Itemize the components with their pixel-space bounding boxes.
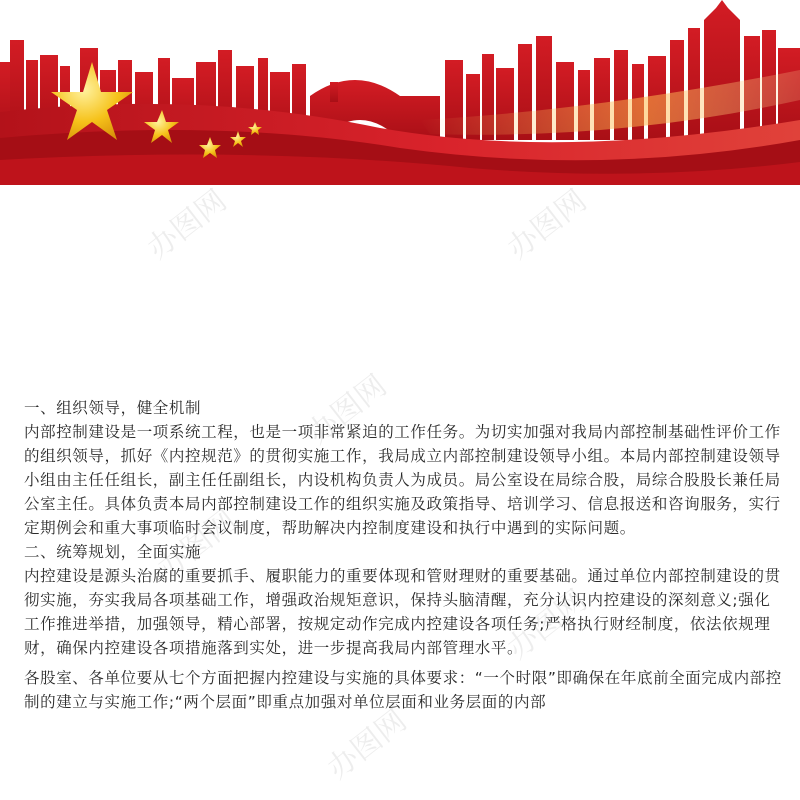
watermark: 办图网: [500, 583, 594, 667]
document-body: [24, 396, 784, 714]
paragraph: 各股室、各单位要从七个方面把握内控建设与实施的具体要求：“一个时限”即确保在年底前全面完成内部控制的建立与实施工作;“两个层面”即重点加强对单位层面和业务层面的内部: [24, 669, 782, 711]
paragraph: 内控建设是源头治腐的重要抓手、履职能力的重要体现和管财理财的重要基础。通过单位内部控制建设的贯彻实施，夯实我局各项基础工作，增强政治规矩意识，保持头脑清醒，充分认识内控建设的深刻意义;强化工作推进举措，加强领导，精心部署，按规定动作完成内控建设各项任务;严格执行财经制度，依法依规理财，确保内控建设各项措施落到实处，进一步提高我局内部管理水平。: [24, 567, 781, 657]
watermark: 办图网: [500, 183, 594, 267]
watermark: 办图网: [140, 183, 234, 267]
section-heading: 二、统筹规划，全面实施: [24, 543, 202, 561]
paragraph: 内部控制建设是一项系统工程，也是一项非常紧迫的工作任务。为切实加强对我局内部控制基础性评价工作的组织领导，抓好《内控规范》的贯彻实施工作，我局成立内部控制建设领导小组。本局内部控制建设领导小组由主任任组长，副主任任副组长，内设机构负责人为成员。局公室设在局综合股，局综合股股长兼任局公室主任。具体负责本局内部控制建设工作的组织实施及政策指导、培训学习、信息报送和咨询服务，实行定期例会和重大事项临时会议制度，帮助解决内控制度建设和执行中遇到的实际问题。: [24, 423, 781, 537]
watermark: 办图网: [300, 368, 394, 452]
header-banner: [0, 0, 800, 185]
section-heading: 一、组织领导，健全机制: [24, 399, 202, 417]
watermark: 办图网: [150, 503, 244, 587]
watermark: 办图网: [320, 703, 414, 787]
